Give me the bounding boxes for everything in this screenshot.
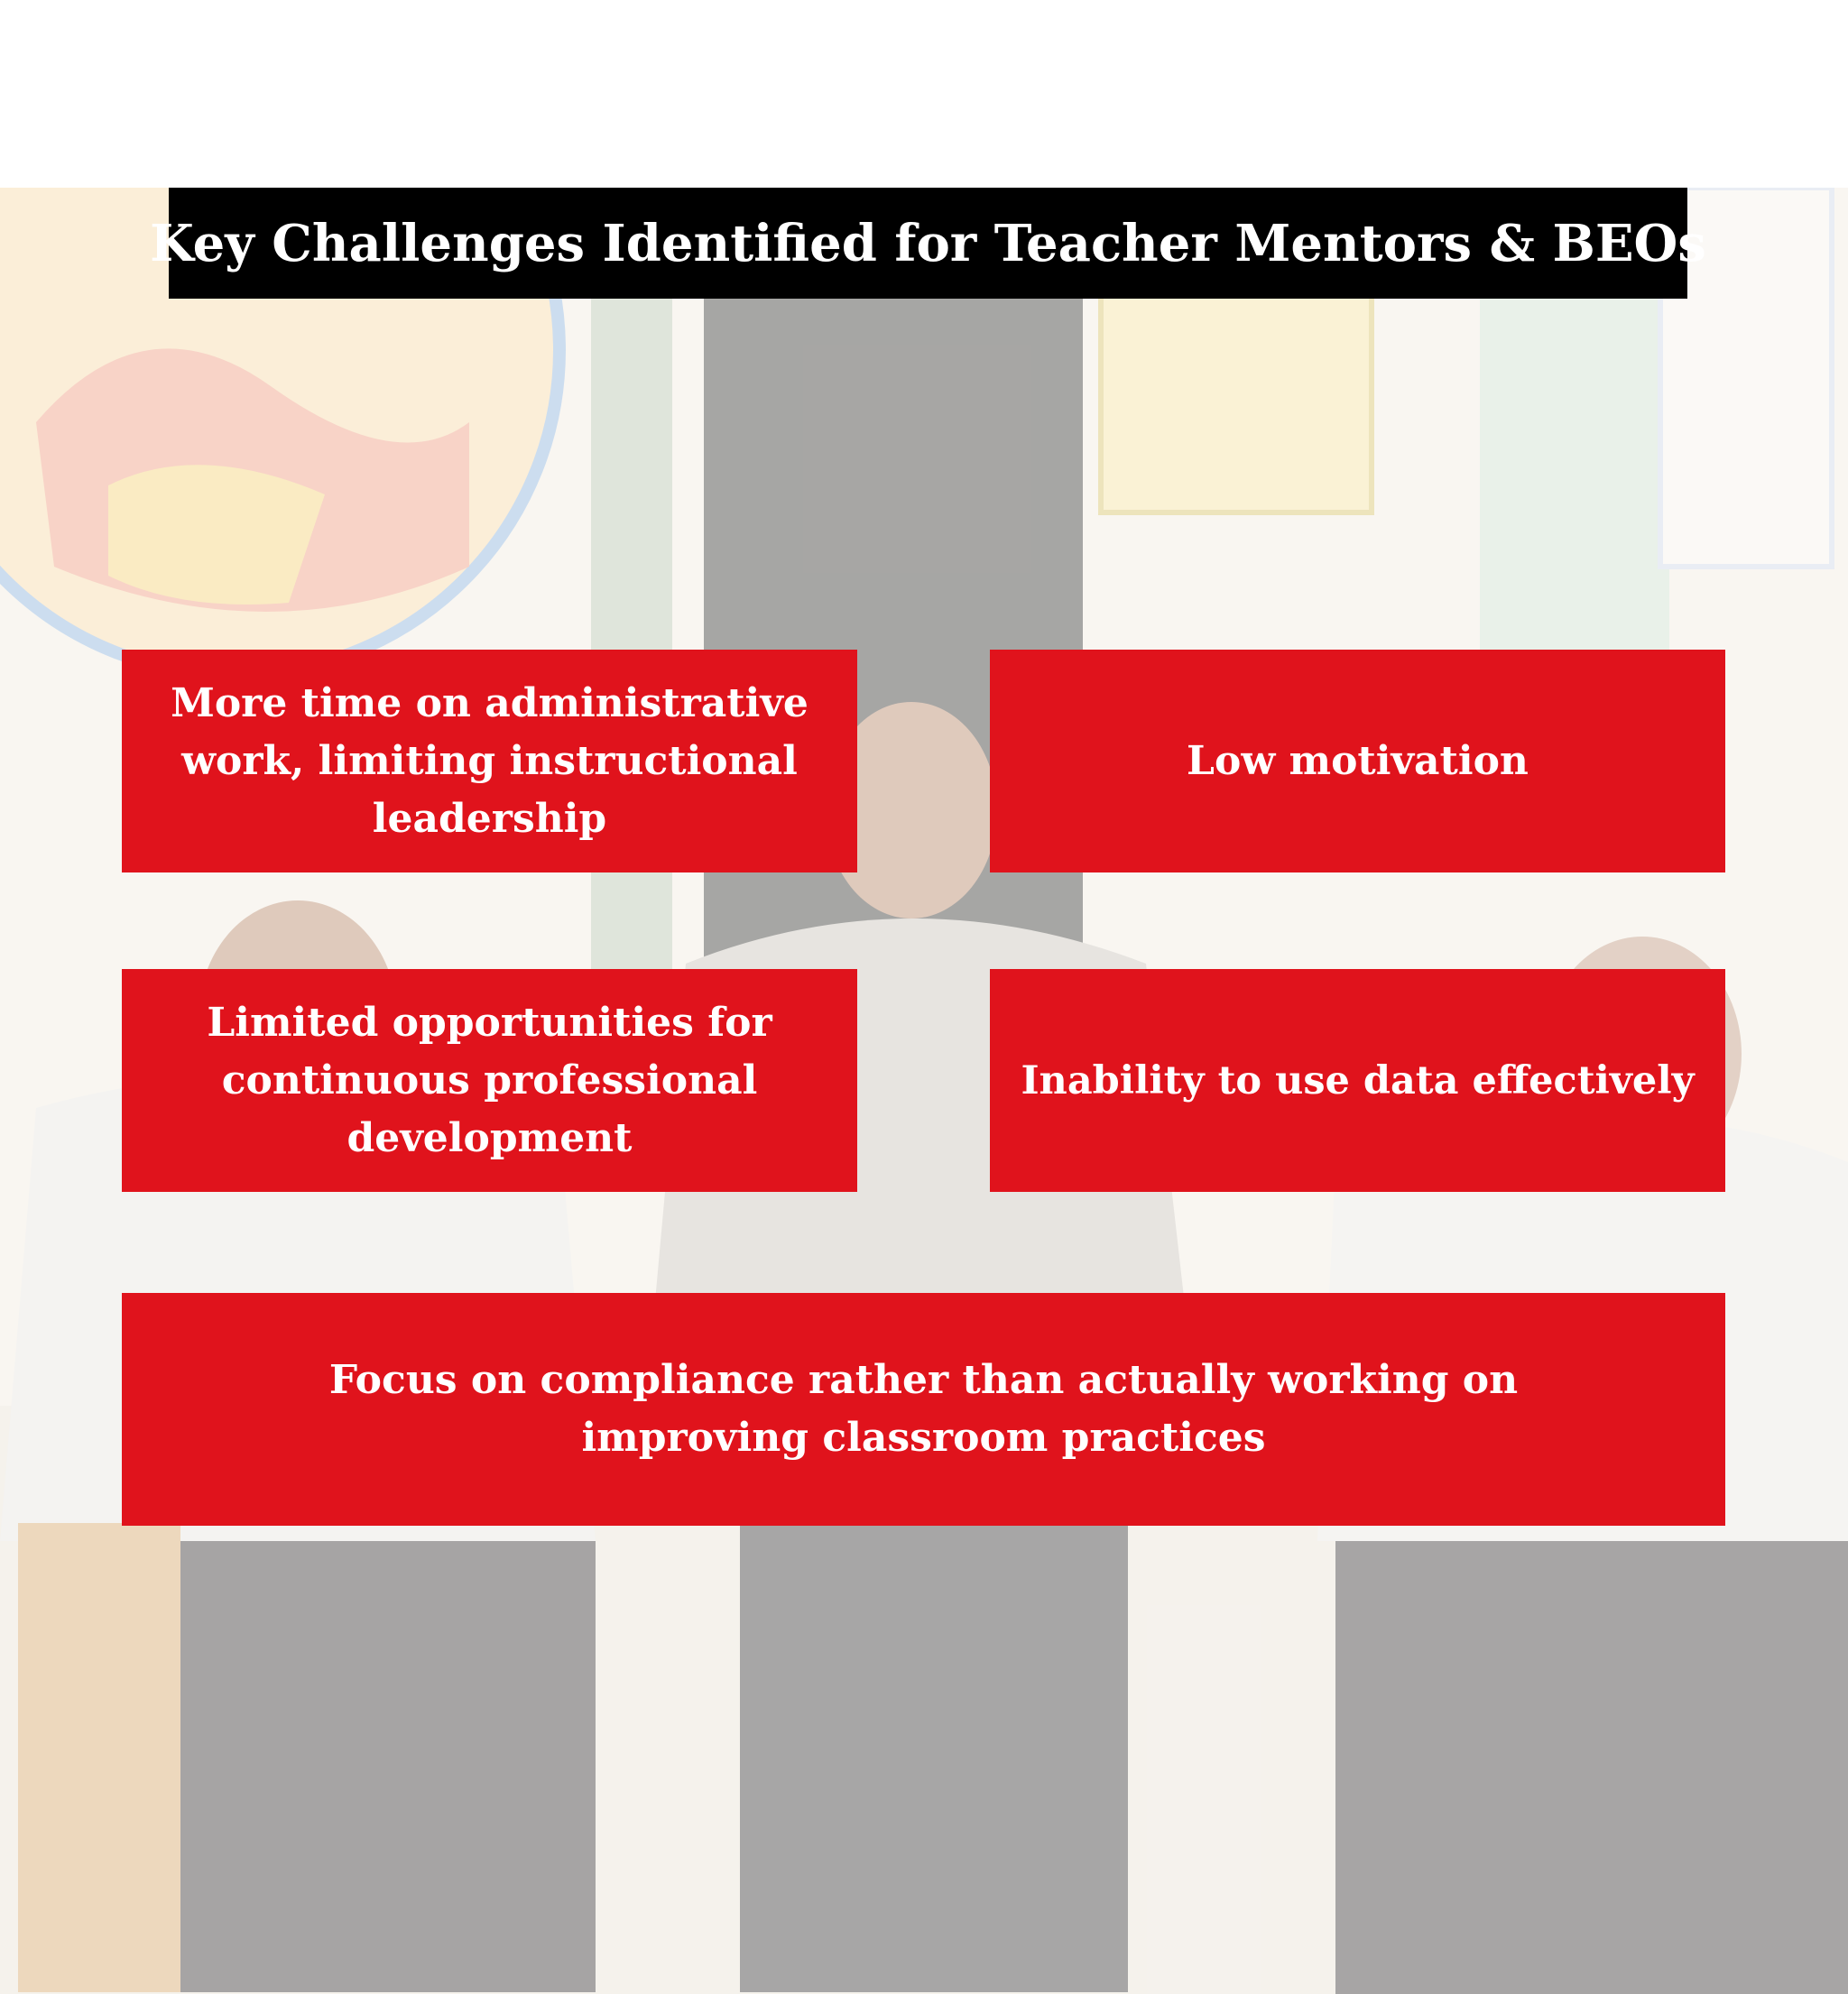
- challenge-card: [990, 650, 1725, 872]
- top-white-strip: [0, 0, 1848, 188]
- challenge-card: [122, 969, 857, 1192]
- challenge-text: Limited opportunities for continuous professional development: [207, 999, 772, 1161]
- challenge-text: Low motivation: [1187, 737, 1529, 784]
- challenge-text: More time on administrative work, limiting instructional leadership: [171, 679, 808, 842]
- challenge-card: [122, 1293, 1725, 1526]
- title-banner: [150, 188, 1706, 299]
- challenge-text: Focus on compliance rather than actually working on improving classroom practices: [328, 1357, 1519, 1461]
- challenge-text: Inability to use data effectively: [1021, 1057, 1695, 1103]
- page-title: Key Challenges Identified for Teacher Mentors & BEOs: [150, 213, 1706, 273]
- challenge-card: [990, 969, 1725, 1192]
- challenge-card: [122, 650, 857, 872]
